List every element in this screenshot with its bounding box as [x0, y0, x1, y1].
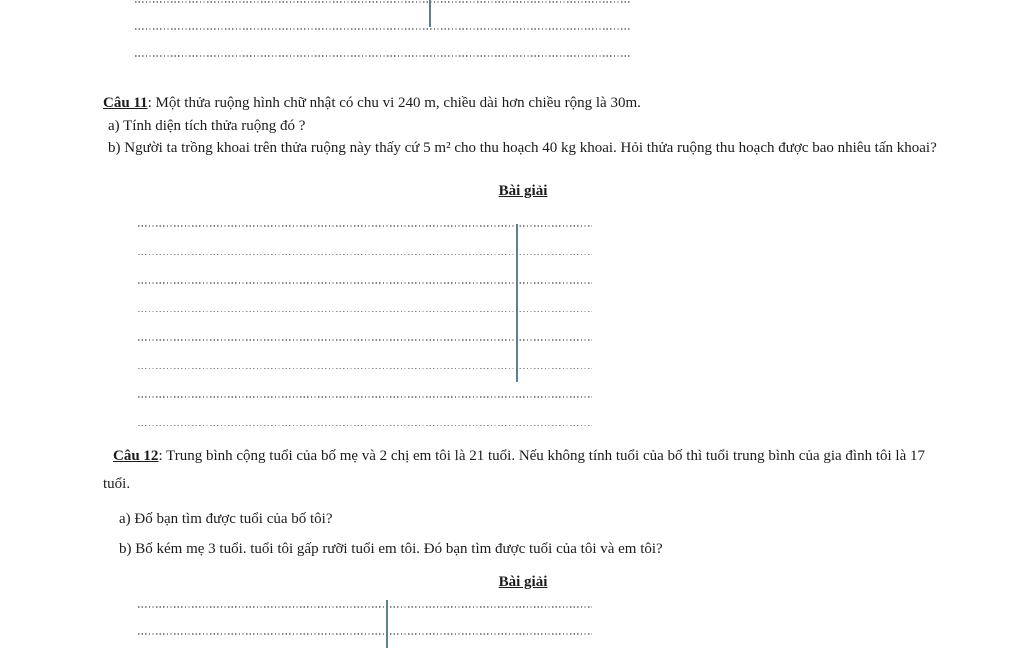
answer-lines-top — [135, 1, 632, 82]
solution-heading-q11: Bài giải — [498, 183, 548, 199]
dotted-answer-line — [135, 55, 632, 82]
answer-lines-q12 — [138, 606, 592, 660]
dotted-answer-line — [138, 606, 592, 633]
dotted-answer-line — [138, 225, 592, 254]
dotted-answer-line — [138, 396, 592, 425]
question-12-label: Câu 12 — [113, 448, 159, 464]
caret-line-top — [429, 0, 431, 27]
dotted-answer-line — [135, 28, 632, 55]
question-12-part-a: a) Đố bạn tìm được tuổi của bố tôi? — [119, 511, 333, 527]
caret-line-q11 — [516, 224, 518, 382]
dotted-answer-line — [138, 339, 592, 368]
question-11-part-b: b) Người ta trồng khoai trên thửa ruộng này thấy cứ 5 m² cho thu hoạch 40 kg khoai. Hỏi thửa ruộng thu hoạch được bao nhiêu tấn khoai? — [108, 140, 937, 156]
dotted-answer-line — [138, 282, 592, 311]
question-12-part-b: b) Bố kém mẹ 3 tuổi. tuổi tôi gấp rưỡi tuổi em tôi. Đó bạn tìm được tuổi của tôi và em tôi? — [119, 541, 663, 557]
question-11-part-a: a) Tính diện tích thửa ruộng đó ? — [108, 118, 306, 134]
dotted-answer-line — [135, 1, 632, 28]
dotted-answer-line — [138, 633, 592, 660]
dotted-answer-line — [138, 368, 592, 397]
solution-heading-q12: Bài giải — [498, 574, 548, 590]
question-11-heading — [103, 92, 641, 114]
question-12-heading — [103, 443, 948, 498]
dotted-answer-line — [138, 254, 592, 283]
caret-line-q12 — [386, 600, 388, 648]
dotted-answer-line — [138, 311, 592, 340]
question-12-text: : Trung bình cộng tuổi của bố mẹ và 2 chị em tôi là 21 tuổi. Nếu không tính tuổi của bố thì tuổi trung bình của gia đình tôi là 17 tuổi. — [103, 448, 926, 492]
answer-lines-q11 — [138, 225, 592, 453]
question-11-label: Câu 11 — [103, 95, 148, 111]
question-11-text: : Một thửa ruộng hình chữ nhật có chu vi 240 m, chiều dài hơn chiều rộng là 30m. — [147, 95, 641, 111]
